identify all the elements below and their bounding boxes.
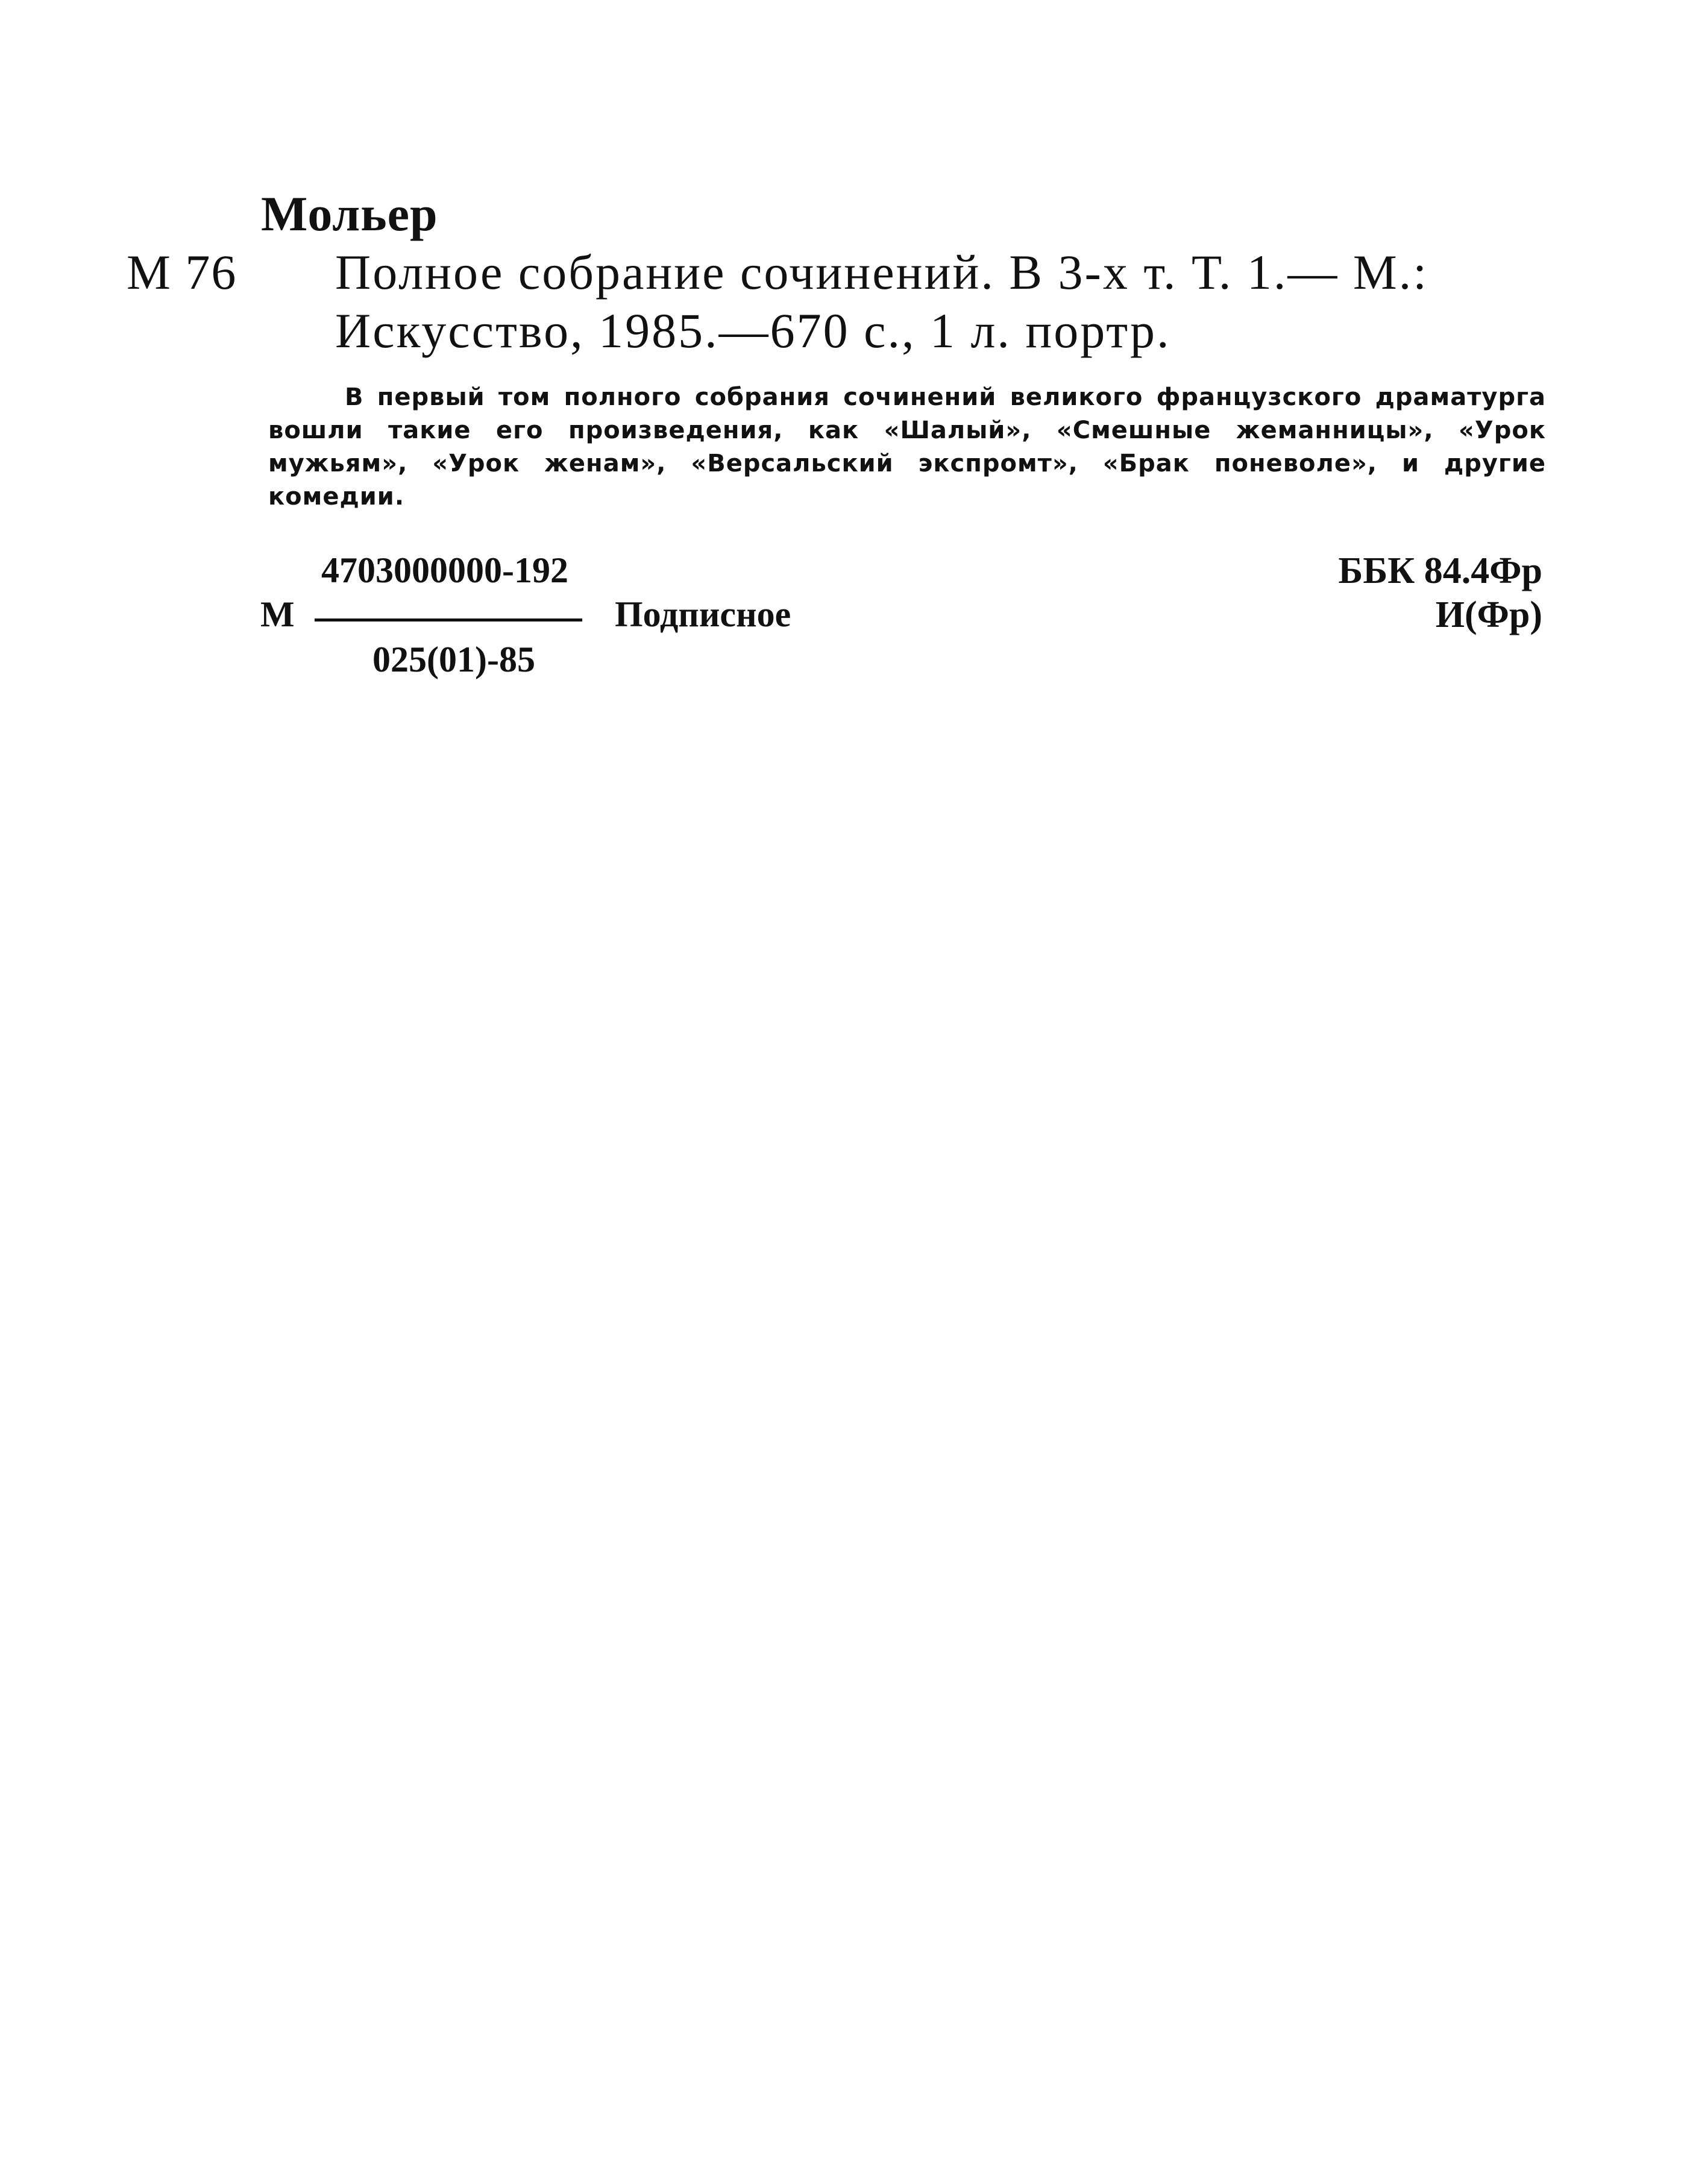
bbk-index: ББК 84.4Фр <box>1338 550 1542 591</box>
title-line-1: Полное собрание сочинений. В 3-х т. Т. 1.— М.: <box>335 245 1429 300</box>
fraction-rule <box>315 618 582 622</box>
title-line-2: Искусство, 1985.—670 с., 1 л. портр. <box>335 303 1171 358</box>
publication-code-bottom: 025(01)-85 <box>372 640 535 679</box>
subscription-label: Подписное <box>615 594 791 634</box>
bbk-author-mark: И(Фр) <box>1435 594 1542 635</box>
catalog-code: М 76 <box>127 245 237 300</box>
publication-letter: М <box>260 594 295 634</box>
annotation-text: В первый том полного собрания сочинений великого французского драматурга вошли такие его произведения, как «Шалый», «Смешные жеманницы», «Урок мужьям», «Урок женам», «Версальский экспромт», «Брак поневоле», и другие комедии. <box>268 383 1546 511</box>
publication-code-top: 4703000000-192 <box>321 550 568 590</box>
author-name: Мольер <box>261 186 438 241</box>
